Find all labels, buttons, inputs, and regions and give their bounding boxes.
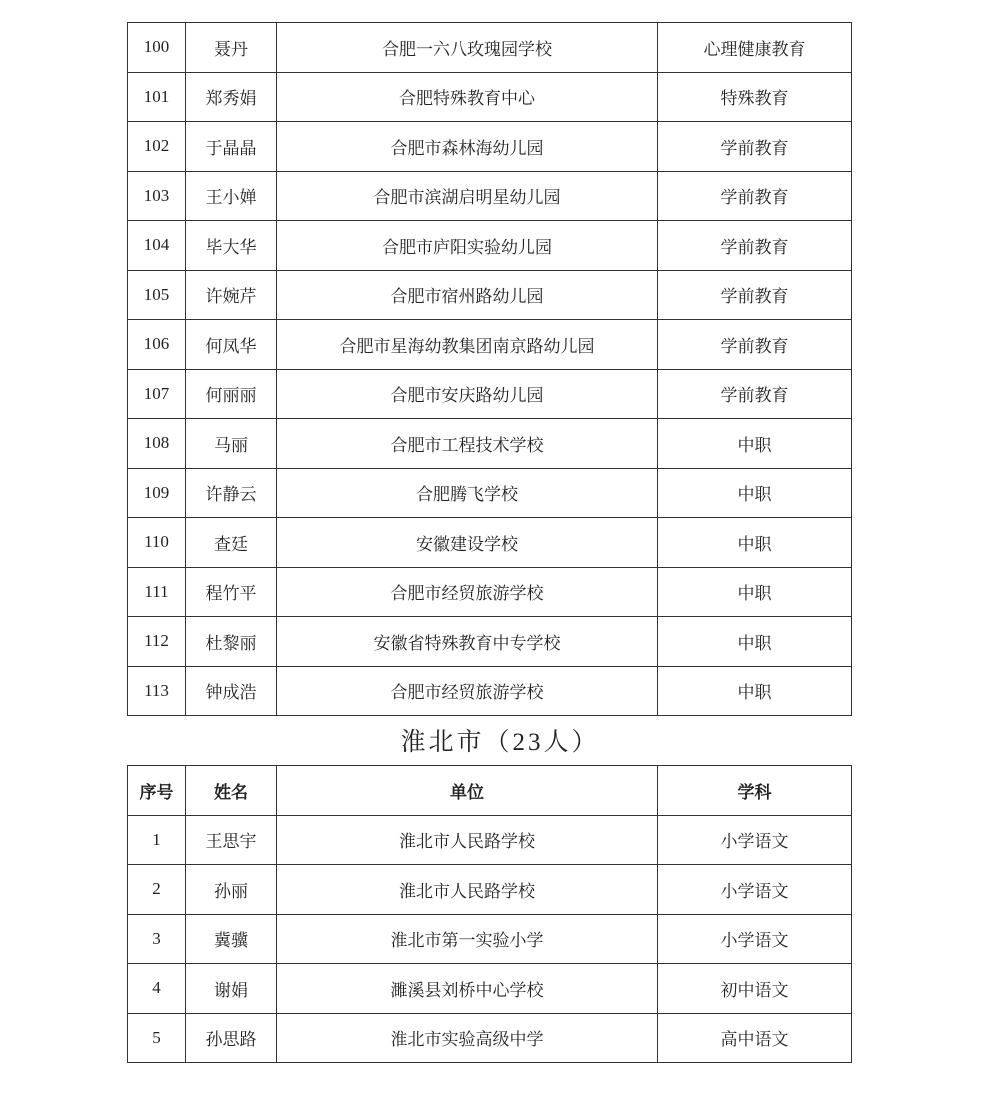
row-subject: 心理健康教育 [658, 23, 852, 73]
row-index: 2 [128, 865, 186, 915]
row-subject: 特殊教育 [658, 72, 852, 122]
row-subject: 学前教育 [658, 270, 852, 320]
table-row [128, 468, 852, 518]
table-row [128, 567, 852, 617]
table-row [128, 914, 852, 964]
row-unit: 淮北市实验高级中学 [277, 1013, 658, 1063]
huaibei-teachers-table [127, 765, 852, 1063]
row-unit: 合肥特殊教育中心 [277, 72, 658, 122]
table-row [128, 518, 852, 568]
table-row [128, 617, 852, 667]
row-name: 何丽丽 [186, 369, 277, 419]
row-index: 112 [128, 617, 186, 667]
row-subject: 中职 [658, 468, 852, 518]
row-name: 查廷 [186, 518, 277, 568]
row-subject: 中职 [658, 518, 852, 568]
row-index: 111 [128, 567, 186, 617]
row-subject: 中职 [658, 666, 852, 716]
row-name: 许婉芹 [186, 270, 277, 320]
row-subject: 初中语文 [658, 964, 852, 1014]
row-unit: 合肥市工程技术学校 [277, 419, 658, 469]
row-unit: 合肥市星海幼教集团南京路幼儿园 [277, 320, 658, 370]
row-index: 106 [128, 320, 186, 370]
row-name: 马丽 [186, 419, 277, 469]
row-subject: 学前教育 [658, 221, 852, 271]
row-index: 105 [128, 270, 186, 320]
row-unit: 合肥市经贸旅游学校 [277, 666, 658, 716]
row-name: 毕大华 [186, 221, 277, 271]
row-subject: 学前教育 [658, 369, 852, 419]
row-name: 钟成浩 [186, 666, 277, 716]
row-name: 许静云 [186, 468, 277, 518]
table-row [128, 171, 852, 221]
row-index: 103 [128, 171, 186, 221]
table-row [128, 270, 852, 320]
header-subject: 学科 [658, 766, 852, 816]
row-subject: 中职 [658, 567, 852, 617]
row-name: 于晶晶 [186, 122, 277, 172]
row-unit: 合肥市经贸旅游学校 [277, 567, 658, 617]
row-unit: 安徽建设学校 [277, 518, 658, 568]
header-index: 序号 [128, 766, 186, 816]
row-subject: 小学语文 [658, 914, 852, 964]
row-subject: 小学语文 [658, 865, 852, 915]
row-unit: 合肥市森林海幼儿园 [277, 122, 658, 172]
row-subject: 小学语文 [658, 815, 852, 865]
row-index: 104 [128, 221, 186, 271]
row-subject: 中职 [658, 419, 852, 469]
row-unit: 安徽省特殊教育中专学校 [277, 617, 658, 667]
row-index: 5 [128, 1013, 186, 1063]
table-row [128, 666, 852, 716]
table-row [128, 964, 852, 1014]
row-subject: 中职 [658, 617, 852, 667]
table-row [128, 419, 852, 469]
table-row [128, 221, 852, 271]
row-index: 107 [128, 369, 186, 419]
row-name: 王小婵 [186, 171, 277, 221]
row-index: 108 [128, 419, 186, 469]
row-unit: 合肥市安庆路幼儿园 [277, 369, 658, 419]
row-index: 4 [128, 964, 186, 1014]
row-subject: 学前教育 [658, 122, 852, 172]
row-unit: 合肥腾飞学校 [277, 468, 658, 518]
row-subject: 学前教育 [658, 320, 852, 370]
row-index: 101 [128, 72, 186, 122]
row-name: 冀骥 [186, 914, 277, 964]
row-name: 程竹平 [186, 567, 277, 617]
row-name: 郑秀娟 [186, 72, 277, 122]
table-row [128, 369, 852, 419]
row-unit: 合肥市滨湖启明星幼儿园 [277, 171, 658, 221]
row-index: 1 [128, 815, 186, 865]
row-subject: 高中语文 [658, 1013, 852, 1063]
table-row [128, 1013, 852, 1063]
row-name: 孙思路 [186, 1013, 277, 1063]
table-header-row [128, 766, 852, 816]
row-unit: 合肥一六八玫瑰园学校 [277, 23, 658, 73]
row-index: 113 [128, 666, 186, 716]
table-row [128, 72, 852, 122]
table-row [128, 320, 852, 370]
row-index: 110 [128, 518, 186, 568]
row-name: 何凤华 [186, 320, 277, 370]
row-index: 109 [128, 468, 186, 518]
row-index: 3 [128, 914, 186, 964]
row-unit: 淮北市人民路学校 [277, 865, 658, 915]
row-index: 102 [128, 122, 186, 172]
row-name: 孙丽 [186, 865, 277, 915]
row-unit: 濉溪县刘桥中心学校 [277, 964, 658, 1014]
row-name: 聂丹 [186, 23, 277, 73]
table-row [128, 865, 852, 915]
row-index: 100 [128, 23, 186, 73]
table-row [128, 23, 852, 73]
header-unit: 单位 [277, 766, 658, 816]
row-unit: 合肥市宿州路幼儿园 [277, 270, 658, 320]
row-name: 谢娟 [186, 964, 277, 1014]
row-unit: 合肥市庐阳实验幼儿园 [277, 221, 658, 271]
row-unit: 淮北市人民路学校 [277, 815, 658, 865]
row-unit: 淮北市第一实验小学 [277, 914, 658, 964]
row-name: 杜黎丽 [186, 617, 277, 667]
row-name: 王思宇 [186, 815, 277, 865]
section-title-huaibei: 淮北市（23人） [400, 729, 600, 756]
row-subject: 学前教育 [658, 171, 852, 221]
header-name: 姓名 [186, 766, 277, 816]
table-row [128, 815, 852, 865]
hefei-teachers-table [127, 22, 852, 716]
table-row [128, 122, 852, 172]
